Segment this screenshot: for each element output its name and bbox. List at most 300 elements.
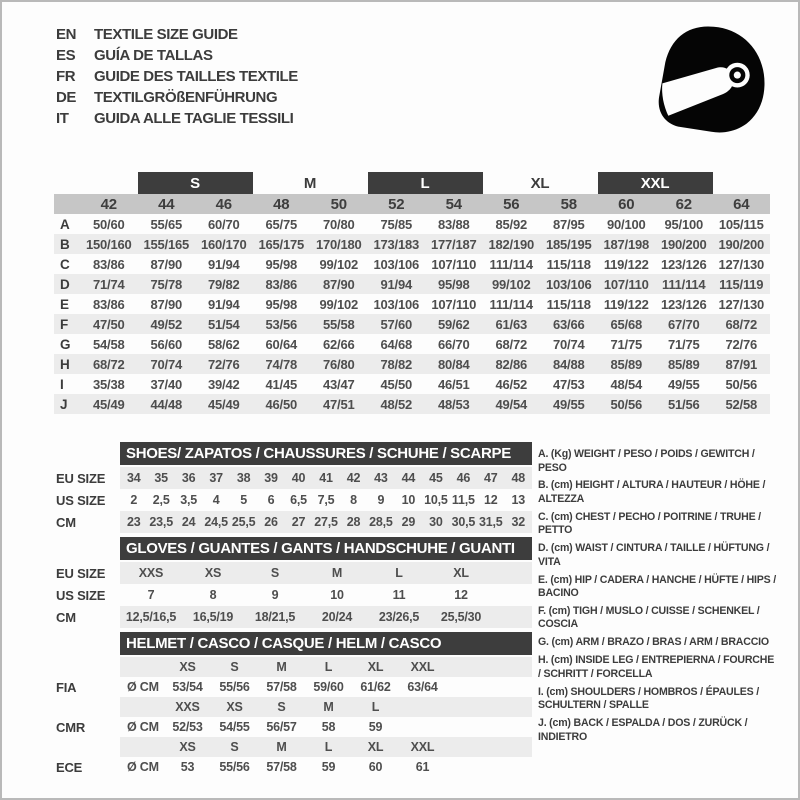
section-title: GLOVES / GUANTES / GANTS / HANDSCHUHE / GUANTI xyxy=(120,537,532,560)
section-row xyxy=(56,511,532,533)
section-row xyxy=(56,717,532,737)
measurement-cell: 39/42 xyxy=(207,376,240,392)
measurement-cell: 46/50 xyxy=(265,396,298,412)
row-key-letter: H xyxy=(60,356,70,372)
measurement-cell: 107/110 xyxy=(431,256,477,272)
value-cell: 28,5 xyxy=(369,515,393,529)
size-column-header: 48 xyxy=(273,195,290,213)
measurement-cell: 99/102 xyxy=(319,296,359,312)
measurement-cell: 177/187 xyxy=(430,236,477,252)
value-cell: 28 xyxy=(346,515,361,529)
row-cells xyxy=(120,489,532,511)
measurement-cell: 123/126 xyxy=(660,256,707,272)
measurement-cell: 70/74 xyxy=(552,336,585,352)
measurement-cell: 48/52 xyxy=(380,396,413,412)
row-cells xyxy=(120,606,532,628)
measurement-cell: 45/49 xyxy=(92,396,125,412)
value-cell: 12 xyxy=(484,493,498,507)
row-cells xyxy=(120,697,532,717)
value-cell: 25,5/30 xyxy=(440,610,482,624)
measurement-cell: 115/118 xyxy=(546,296,591,312)
measurement-cell: 82/86 xyxy=(495,356,528,372)
value-cell: 30 xyxy=(429,515,443,529)
section-row xyxy=(56,562,532,584)
measurement-cell: 190/200 xyxy=(660,236,707,252)
value-cell: 20/24 xyxy=(321,610,353,624)
measurement-cell: 72/76 xyxy=(207,356,240,372)
value-cell: 27 xyxy=(291,515,306,529)
value-cell: 24,5 xyxy=(204,515,228,529)
size-group-label: M xyxy=(303,174,317,192)
size-column-header: 60 xyxy=(618,195,635,213)
size-column-header: 50 xyxy=(330,195,347,213)
measurement-cell: 65/75 xyxy=(265,216,298,232)
value-cell: 23/26,5 xyxy=(378,610,420,624)
row-cells xyxy=(120,657,532,677)
measurement-cell: 72/76 xyxy=(725,336,758,352)
value-cell: 11 xyxy=(392,588,406,602)
size-column-header: 64 xyxy=(733,195,750,213)
measurement-cell: 83/86 xyxy=(92,296,125,312)
measurement-cell: 160/170 xyxy=(200,236,247,252)
measurement-cell: 150/160 xyxy=(85,236,132,252)
value-cell: L xyxy=(324,740,333,754)
row-key-letter: J xyxy=(60,396,68,412)
value-cell: XXS xyxy=(175,700,200,714)
value-cell: 57/58 xyxy=(266,680,297,694)
row-label: ECE xyxy=(56,759,83,775)
measurement-cell: 62/66 xyxy=(322,336,355,352)
diameter-unit-label: Ø CM xyxy=(127,680,159,694)
measurement-cell: 75/78 xyxy=(150,276,183,292)
diameter-unit-label: Ø CM xyxy=(127,760,159,774)
measurement-cell: 47/53 xyxy=(552,376,585,392)
value-cell: XL xyxy=(367,660,384,674)
row-key-letter: E xyxy=(60,296,69,312)
measurement-cell: 49/54 xyxy=(495,396,528,412)
measurement-cell: 107/110 xyxy=(431,296,477,312)
language-title: GUÍA DE TALLAS xyxy=(94,47,213,64)
value-cell: 29 xyxy=(401,515,416,529)
measurement-cell: 187/198 xyxy=(603,236,650,252)
value-cell: 59/60 xyxy=(313,680,344,694)
measurement-cell: 103/106 xyxy=(373,296,420,312)
language-code: ES xyxy=(56,47,76,64)
measurement-cell: 60/70 xyxy=(207,216,240,232)
row-key-letter: B xyxy=(60,236,70,252)
measurement-cell: 111/114 xyxy=(489,256,533,272)
legend-entry: G. (cm) ARM / BRAZO / BRAS / ARM / BRACCIO xyxy=(538,636,769,649)
value-cell: 53 xyxy=(180,760,195,774)
row-key-letter: I xyxy=(60,376,64,392)
row-cells xyxy=(120,562,532,584)
measurement-rows xyxy=(54,214,770,414)
value-cell: XXL xyxy=(410,740,435,754)
measurement-cell: 107/110 xyxy=(603,276,649,292)
measurement-cell: 52/58 xyxy=(725,396,758,412)
section-row xyxy=(56,467,532,489)
value-cell: 10 xyxy=(330,588,344,602)
value-cell: 55/56 xyxy=(219,680,250,694)
measurement-cell: 49/55 xyxy=(667,376,700,392)
measurement-cell: 103/106 xyxy=(373,256,420,272)
value-cell: 45 xyxy=(429,471,443,485)
value-cell: 30,5 xyxy=(451,515,476,529)
measurement-cell: 105/115 xyxy=(718,216,764,232)
measurement-cell: 44/48 xyxy=(150,396,183,412)
measurement-cell: 50/56 xyxy=(610,396,643,412)
value-cell: M xyxy=(331,566,343,580)
measurement-cell: 43/47 xyxy=(322,376,355,392)
value-cell: 12 xyxy=(454,588,468,602)
measurement-cell: 115/119 xyxy=(719,276,764,292)
measurement-cell: 83/86 xyxy=(265,276,298,292)
legend-entry: I. (cm) SHOULDERS / HOMBROS / ÉPAULES / SCHULTERN / SPALLE xyxy=(538,685,759,712)
measurement-cell: 50/56 xyxy=(725,376,758,392)
value-cell: 8 xyxy=(350,493,357,507)
measurement-cell: 37/40 xyxy=(150,376,183,392)
value-cell: 60 xyxy=(368,760,383,774)
row-key-letter: A xyxy=(60,216,70,232)
row-label xyxy=(56,737,120,757)
value-cell: 24 xyxy=(181,515,196,529)
value-cell: 55/56 xyxy=(219,760,250,774)
value-cell: 16,5/19 xyxy=(192,610,234,624)
value-cell: 23 xyxy=(126,515,141,529)
measurement-cell: 71/74 xyxy=(92,276,125,292)
measurement-row xyxy=(54,354,770,374)
measurement-cell: 63/66 xyxy=(552,316,585,332)
value-cell: 57/58 xyxy=(266,760,297,774)
language-title-list xyxy=(56,24,298,129)
measurement-cell: 85/89 xyxy=(610,356,643,372)
value-cell: 9 xyxy=(271,588,279,602)
value-cell: 23,5 xyxy=(149,515,173,529)
gloves-size-table xyxy=(56,537,532,628)
value-cell: XS xyxy=(226,700,243,714)
measurement-row xyxy=(54,394,770,414)
measurement-cell: 123/126 xyxy=(660,296,707,312)
measurement-row xyxy=(54,274,770,294)
measurement-cell: 55/65 xyxy=(150,216,183,232)
value-cell: 9 xyxy=(377,493,385,507)
measurement-row xyxy=(54,254,770,274)
value-cell: M xyxy=(323,700,334,714)
legend-entry: F. (cm) TIGH / MUSLO / CUISSE / SCHENKEL / COSCIA xyxy=(538,604,760,631)
legend-entry: D. (cm) WAIST / CINTURA / TAILLE / HÜFTUNG / VITA xyxy=(538,542,770,568)
row-cells xyxy=(120,717,532,737)
measurement-cell: 119/122 xyxy=(603,296,649,312)
value-cell: M xyxy=(276,660,287,674)
measurement-cell: 76/80 xyxy=(322,356,355,372)
value-cell: 10 xyxy=(401,493,416,507)
measurement-cell: 127/130 xyxy=(718,256,765,272)
diameter-unit-label: Ø CM xyxy=(127,720,159,734)
value-cell: 3,5 xyxy=(180,493,198,507)
measurement-cell: 87/95 xyxy=(552,216,585,232)
measurement-cell: 68/72 xyxy=(495,336,528,352)
measurement-cell: 95/98 xyxy=(437,276,470,292)
language-code: DE xyxy=(56,89,77,106)
row-cells xyxy=(120,584,532,606)
row-label: CM xyxy=(56,514,76,530)
measurement-cell: 68/72 xyxy=(725,316,758,332)
measurement-cell: 64/68 xyxy=(380,336,413,352)
measurement-cell: 45/50 xyxy=(380,376,413,392)
row-label: US SIZE xyxy=(56,492,106,508)
measurement-cell: 57/60 xyxy=(380,316,413,332)
measurement-cell: 91/94 xyxy=(207,256,240,272)
value-cell: XL xyxy=(367,740,384,754)
value-cell: M xyxy=(276,740,287,754)
value-cell: 52/53 xyxy=(172,720,203,734)
measurement-cell: 54/58 xyxy=(92,336,125,352)
measurement-cell: 49/55 xyxy=(552,396,585,412)
value-cell: S xyxy=(270,566,280,580)
value-cell: XS xyxy=(179,660,196,674)
size-column-header: 44 xyxy=(158,195,175,213)
size-group-label: S xyxy=(138,172,253,194)
size-column-header: 52 xyxy=(388,195,405,213)
value-cell: 6,5 xyxy=(290,493,307,507)
value-cell: 44 xyxy=(401,471,416,485)
measurement-cell: 85/92 xyxy=(495,216,528,232)
measurement-cell: 185/195 xyxy=(545,236,592,252)
language-row xyxy=(56,24,298,45)
measurement-cell: 103/106 xyxy=(545,276,592,292)
value-cell: 6 xyxy=(267,493,275,507)
measurement-cell: 84/88 xyxy=(552,356,585,372)
section-row xyxy=(56,584,532,606)
measurement-cell: 58/62 xyxy=(207,336,240,352)
measurement-cell: 50/60 xyxy=(92,216,125,232)
textile-size-table xyxy=(54,172,770,414)
measurement-cell: 111/114 xyxy=(662,276,706,292)
row-cells xyxy=(120,737,532,757)
value-cell: 42 xyxy=(346,471,361,485)
measurement-cell: 70/80 xyxy=(322,216,355,232)
measurement-cell: 80/84 xyxy=(437,356,470,372)
value-cell: 34 xyxy=(126,471,141,485)
measurement-cell: 85/89 xyxy=(667,356,700,372)
measurement-cell: 56/60 xyxy=(150,336,183,352)
value-cell: 32 xyxy=(511,515,526,529)
measurement-legend xyxy=(538,448,776,748)
measurement-cell: 87/91 xyxy=(725,356,758,372)
section-row xyxy=(56,677,532,697)
measurement-cell: 78/82 xyxy=(380,356,413,372)
size-column-header: 42 xyxy=(100,195,117,213)
row-label: EU SIZE xyxy=(56,565,106,581)
legend-entry: E. (cm) HIP / CADERA / HANCHE / HÜFTE / HIPS / BACINO xyxy=(538,573,777,600)
value-cell: L xyxy=(324,660,333,674)
value-cell: XS xyxy=(179,740,196,754)
section-title: HELMET / CASCO / CASQUE / HELM / CASCO xyxy=(120,632,532,655)
value-cell: 7,5 xyxy=(317,493,335,507)
measurement-row xyxy=(54,214,770,234)
row-label: FIA xyxy=(56,679,77,695)
helmet-size-table xyxy=(56,632,532,777)
language-row xyxy=(56,66,298,87)
legend-entry: C. (cm) CHEST / PECHO / POITRINE / TRUHE / PETTO xyxy=(538,510,761,537)
language-row xyxy=(56,108,298,129)
measurement-cell: 165/175 xyxy=(258,236,305,252)
measurement-cell: 48/53 xyxy=(437,396,470,412)
measurement-cell: 127/130 xyxy=(718,296,765,312)
value-cell: 10,5 xyxy=(424,493,448,507)
value-cell: 61 xyxy=(415,760,430,774)
measurement-cell: 47/51 xyxy=(322,396,355,412)
row-label: CMR xyxy=(56,719,86,735)
value-cell: 54/55 xyxy=(219,720,250,734)
language-title: GUIDE DES TAILLES TEXTILE xyxy=(94,68,298,85)
language-code: IT xyxy=(56,110,69,127)
measurement-cell: 70/74 xyxy=(150,356,183,372)
measurement-cell: 95/98 xyxy=(265,296,298,312)
measurement-cell: 111/114 xyxy=(489,296,533,312)
shoes-size-table xyxy=(56,442,532,533)
value-cell: 40 xyxy=(291,471,306,485)
corner-cell xyxy=(54,194,80,214)
row-cells xyxy=(120,511,532,533)
measurement-cell: 61/63 xyxy=(495,316,528,332)
measurement-row xyxy=(54,374,770,394)
value-cell: S xyxy=(230,660,239,674)
value-cell: XS xyxy=(204,566,222,580)
measurement-cell: 71/75 xyxy=(610,336,643,352)
value-cell: 5 xyxy=(240,493,247,507)
measurement-cell: 170/180 xyxy=(315,236,362,252)
value-cell: 27,5 xyxy=(314,515,338,529)
measurement-cell: 87/90 xyxy=(322,276,355,292)
measurement-cell: 79/82 xyxy=(207,276,240,292)
measurement-cell: 45/49 xyxy=(207,396,240,412)
value-cell: 36 xyxy=(181,471,196,485)
language-code: EN xyxy=(56,26,77,43)
value-cell: 11,5 xyxy=(451,493,475,507)
value-cell: 31,5 xyxy=(479,515,503,529)
measurement-row xyxy=(54,294,770,314)
section-row xyxy=(56,697,532,717)
size-number-row xyxy=(54,194,770,214)
value-cell: 61/62 xyxy=(360,680,391,694)
measurement-cell: 47/50 xyxy=(92,316,125,332)
measurement-cell: 190/200 xyxy=(718,236,765,252)
measurement-cell: 53/56 xyxy=(265,316,298,332)
measurement-cell: 65/68 xyxy=(610,316,643,332)
value-cell: 59 xyxy=(368,720,383,734)
measurement-cell: 66/70 xyxy=(437,336,470,352)
language-code: FR xyxy=(56,68,76,85)
value-cell: XXS xyxy=(138,566,164,580)
value-cell: 25,5 xyxy=(231,515,256,529)
measurement-cell: 155/165 xyxy=(143,236,190,252)
section-row xyxy=(56,657,532,677)
section-row xyxy=(56,737,532,757)
value-cell: L xyxy=(395,566,403,580)
size-group-row xyxy=(54,172,770,194)
row-cells xyxy=(120,677,532,697)
measurement-cell: 41/45 xyxy=(265,376,298,392)
legend-entry: B. (cm) HEIGHT / ALTURA / HAUTEUR / HÖHE / ALTEZZA xyxy=(538,479,766,505)
measurement-cell: 55/58 xyxy=(322,316,355,332)
legend-entry: H. (cm) INSIDE LEG / ENTREPIERNA / FOURCHE / SCHRITT / FORCELLA xyxy=(538,654,775,680)
legend-entry: A. (Kg) WEIGHT / PESO / POIDS / GEWITCH / PESO xyxy=(538,448,755,474)
row-cells xyxy=(120,467,532,489)
measurement-cell: 182/190 xyxy=(488,236,535,252)
value-cell: 41 xyxy=(319,471,333,485)
measurement-row xyxy=(54,314,770,334)
measurement-cell: 87/90 xyxy=(150,296,183,312)
measurement-cell: 75/85 xyxy=(380,216,413,232)
row-label: CM xyxy=(56,609,76,625)
language-title: TEXTILE SIZE GUIDE xyxy=(94,26,238,43)
language-row xyxy=(56,45,298,66)
measurement-row xyxy=(54,334,770,354)
value-cell: 39 xyxy=(264,471,278,485)
measurement-cell: 51/56 xyxy=(667,396,700,412)
helmet-icon xyxy=(650,22,768,140)
size-group-label: L xyxy=(368,172,483,194)
measurement-cell: 67/70 xyxy=(667,316,700,332)
value-cell: 43 xyxy=(374,471,388,485)
value-cell: 58 xyxy=(321,720,336,734)
section-row xyxy=(56,757,532,777)
size-group-label: XL xyxy=(530,174,550,192)
value-cell: 35 xyxy=(154,471,168,485)
value-cell: 59 xyxy=(321,760,336,774)
value-cell: 4 xyxy=(212,493,220,507)
size-column-header: 62 xyxy=(675,195,692,213)
measurement-cell: 35/38 xyxy=(92,376,125,392)
measurement-cell: 83/86 xyxy=(92,256,125,272)
measurement-cell: 119/122 xyxy=(603,256,649,272)
value-cell: L xyxy=(371,700,380,714)
measurement-cell: 51/54 xyxy=(207,316,240,332)
size-group-label: XXL xyxy=(598,172,713,194)
measurement-cell: 59/62 xyxy=(437,316,470,332)
row-key-letter: F xyxy=(60,316,69,332)
value-cell: 12,5/16,5 xyxy=(125,610,177,624)
value-cell: 56/57 xyxy=(266,720,297,734)
measurement-cell: 115/118 xyxy=(546,256,591,272)
value-cell: 37 xyxy=(209,471,223,485)
value-cell: 53/54 xyxy=(172,680,203,694)
measurement-cell: 46/51 xyxy=(437,376,470,392)
measurement-cell: 99/102 xyxy=(319,256,359,272)
value-cell: 2,5 xyxy=(152,493,170,507)
legend-entry: J. (cm) BACK / ESPALDA / DOS / ZURÜCK / INDIETRO xyxy=(538,717,748,743)
language-row xyxy=(56,87,298,108)
language-title: TEXTILGRÖßENFÜHRUNG xyxy=(94,89,278,106)
measurement-cell: 60/64 xyxy=(265,336,298,352)
measurement-cell: 83/88 xyxy=(437,216,470,232)
value-cell: XL xyxy=(453,566,469,580)
measurement-cell: 46/52 xyxy=(495,376,528,392)
value-cell: S xyxy=(230,740,239,754)
value-cell: 46 xyxy=(456,471,471,485)
row-key-letter: C xyxy=(60,256,70,272)
size-column-header: 54 xyxy=(445,195,462,213)
language-title: GUIDA ALLE TAGLIE TESSILI xyxy=(94,110,294,127)
measurement-cell: 91/94 xyxy=(380,276,413,292)
row-key-letter: D xyxy=(60,276,70,292)
row-label: US SIZE xyxy=(56,587,106,603)
row-label xyxy=(56,657,120,677)
value-cell: 63/64 xyxy=(407,680,438,694)
measurement-cell: 91/94 xyxy=(207,296,240,312)
value-cell: 48 xyxy=(511,471,526,485)
